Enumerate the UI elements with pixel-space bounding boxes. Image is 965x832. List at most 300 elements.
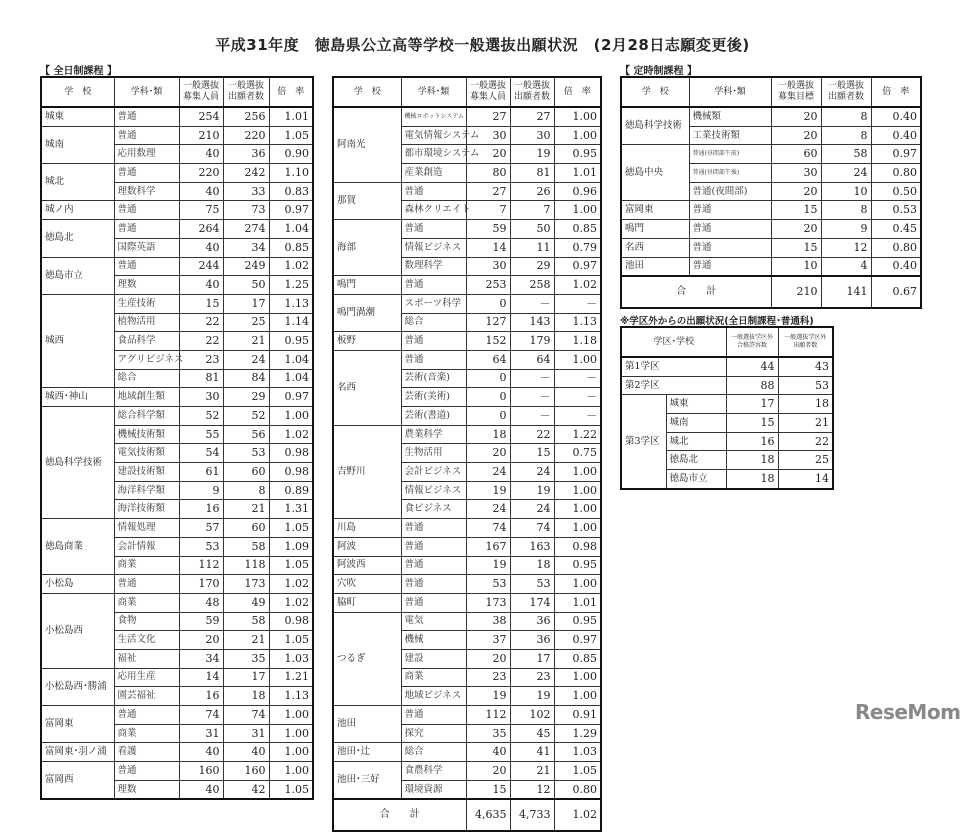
applicants: 8 bbox=[821, 201, 871, 220]
applicants: 74 bbox=[510, 519, 554, 538]
applicants: 17 bbox=[223, 668, 269, 687]
total-label: 合 計 bbox=[621, 276, 771, 308]
applicants: 21 bbox=[510, 762, 554, 781]
capacity: 40 bbox=[466, 743, 510, 762]
ratio: 1.02 bbox=[269, 575, 313, 594]
capacity: 173 bbox=[466, 593, 510, 612]
column-header: 学科･類 bbox=[114, 77, 179, 107]
ratio: 1.02 bbox=[269, 257, 313, 276]
capacity: 14 bbox=[466, 238, 510, 257]
school-name: 城南 bbox=[666, 414, 726, 433]
school-name: 城北 bbox=[666, 432, 726, 451]
school-name: 鳴門 bbox=[621, 220, 689, 239]
department-name: 芸術(音楽) bbox=[401, 369, 466, 388]
department-name: 普通 bbox=[401, 519, 466, 538]
department-name: 普通 bbox=[114, 575, 179, 594]
capacity: 0 bbox=[466, 369, 510, 388]
applicants: 40 bbox=[223, 743, 269, 762]
ratio: 1.00 bbox=[269, 706, 313, 725]
applicants: 26 bbox=[510, 182, 554, 201]
capacity: 20 bbox=[179, 631, 223, 650]
capacity: 167 bbox=[466, 537, 510, 556]
applicants: 4 bbox=[821, 257, 871, 276]
ratio: 1.00 bbox=[554, 201, 601, 220]
fulltime-table-left bbox=[40, 76, 314, 800]
department-name: 機械技術類 bbox=[114, 425, 179, 444]
applicants: 15 bbox=[510, 444, 554, 463]
ratio: 1.05 bbox=[269, 126, 313, 145]
school-name: 城北 bbox=[41, 164, 114, 201]
applicants: 81 bbox=[510, 164, 554, 183]
school-name: 富岡西 bbox=[41, 762, 114, 800]
capacity: 19 bbox=[466, 687, 510, 706]
ratio: 1.00 bbox=[554, 500, 601, 519]
applicants: 25 bbox=[778, 451, 833, 470]
department-name: 普通 bbox=[401, 575, 466, 594]
total-ratio: 1.02 bbox=[554, 799, 601, 831]
applicants: 19 bbox=[510, 481, 554, 500]
capacity: 40 bbox=[179, 145, 223, 164]
table-row bbox=[333, 556, 601, 575]
capacity: 24 bbox=[466, 463, 510, 482]
ratio: 1.13 bbox=[269, 294, 313, 313]
applicants: 12 bbox=[510, 780, 554, 799]
applicants: 12 bbox=[821, 238, 871, 257]
applicants: 29 bbox=[510, 257, 554, 276]
department-name: 商業 bbox=[114, 556, 179, 575]
ratio: 1.00 bbox=[554, 575, 601, 594]
department-name: 商業 bbox=[114, 724, 179, 743]
capacity: 40 bbox=[179, 182, 223, 201]
table-row bbox=[333, 519, 601, 538]
ratio: 1.04 bbox=[269, 350, 313, 369]
school-name: 徳島北 bbox=[41, 220, 114, 257]
department-name: 看護 bbox=[114, 743, 179, 762]
department-name: 地域創生類 bbox=[114, 388, 179, 407]
school-name: 徳島科学技術 bbox=[621, 107, 689, 145]
capacity: 54 bbox=[179, 444, 223, 463]
total-label: 合 計 bbox=[333, 799, 466, 831]
applicants: － bbox=[510, 407, 554, 426]
table-row bbox=[333, 182, 601, 201]
applicants: 58 bbox=[223, 537, 269, 556]
ratio: 1.00 bbox=[269, 724, 313, 743]
applicants: 19 bbox=[510, 145, 554, 164]
capacity: 264 bbox=[179, 220, 223, 239]
ratio: 0.40 bbox=[871, 126, 921, 145]
ratio: 0.98 bbox=[269, 612, 313, 631]
ratio: 1.03 bbox=[554, 743, 601, 762]
department-name: 都市環境システム bbox=[401, 145, 466, 164]
school-name: 池田 bbox=[333, 706, 401, 743]
ratio: 0.80 bbox=[871, 164, 921, 183]
department-name: 食農科学 bbox=[401, 762, 466, 781]
capacity: 210 bbox=[179, 126, 223, 145]
ratio: 1.31 bbox=[269, 500, 313, 519]
capacity: 20 bbox=[771, 107, 821, 126]
department-name: 電気技術類 bbox=[114, 444, 179, 463]
capacity: 38 bbox=[466, 612, 510, 631]
applicants: 36 bbox=[510, 612, 554, 631]
applicants: 220 bbox=[223, 126, 269, 145]
applicants: 21 bbox=[778, 414, 833, 433]
school-name: 城南 bbox=[41, 126, 114, 163]
applicants: 49 bbox=[223, 593, 269, 612]
ratio: 1.00 bbox=[554, 126, 601, 145]
column-header: 一般選抜学区外 合格許容数 bbox=[726, 327, 778, 357]
table-row bbox=[41, 575, 313, 594]
school-name: 城ノ内 bbox=[41, 201, 114, 220]
school-name: 板野 bbox=[333, 332, 401, 351]
department-name: 工業技術類 bbox=[689, 126, 771, 145]
applicants: 50 bbox=[223, 276, 269, 295]
department-name: 数理科学 bbox=[401, 257, 466, 276]
total-capacity: 210 bbox=[771, 276, 821, 308]
capacity: 20 bbox=[466, 145, 510, 164]
department-name: 普通(昼間部午前) bbox=[689, 145, 771, 164]
capacity: 24 bbox=[466, 500, 510, 519]
ratio: 1.01 bbox=[554, 164, 601, 183]
column-header: 学 校 bbox=[333, 77, 401, 107]
department-name: 普通 bbox=[401, 182, 466, 201]
department-name: 生活文化 bbox=[114, 631, 179, 650]
applicants: 256 bbox=[223, 107, 269, 126]
table-row bbox=[621, 395, 833, 414]
applicants: － bbox=[510, 294, 554, 313]
ratio: － bbox=[554, 407, 601, 426]
school-name: 穴吹 bbox=[333, 575, 401, 594]
department-name: 国際英語 bbox=[114, 238, 179, 257]
ratio: 0.97 bbox=[871, 145, 921, 164]
ratio: 0.91 bbox=[554, 706, 601, 725]
department-name: 理数 bbox=[114, 780, 179, 799]
column-header: 学 校 bbox=[621, 77, 689, 107]
ratio: 1.04 bbox=[269, 369, 313, 388]
allowed-count: 15 bbox=[726, 414, 778, 433]
table-row bbox=[41, 126, 313, 145]
department-name: 農業科学 bbox=[401, 425, 466, 444]
ratio: 0.95 bbox=[554, 556, 601, 575]
ratio: 1.02 bbox=[269, 593, 313, 612]
capacity: 18 bbox=[466, 425, 510, 444]
capacity: 20 bbox=[771, 220, 821, 239]
capacity: 254 bbox=[179, 107, 223, 126]
department-name: 園芸福祉 bbox=[114, 687, 179, 706]
department-name: 産業創造 bbox=[401, 164, 466, 183]
ratio: 1.04 bbox=[269, 220, 313, 239]
header-row bbox=[41, 77, 313, 107]
applicants: 53 bbox=[510, 575, 554, 594]
table-row bbox=[333, 593, 601, 612]
capacity: 27 bbox=[466, 182, 510, 201]
ratio: 1.02 bbox=[269, 425, 313, 444]
ratio: 0.50 bbox=[871, 182, 921, 201]
capacity: 19 bbox=[466, 556, 510, 575]
school-name: 池田･辻 bbox=[333, 743, 401, 762]
department-name: 建設技術類 bbox=[114, 463, 179, 482]
capacity: 59 bbox=[179, 612, 223, 631]
capacity: 244 bbox=[179, 257, 223, 276]
capacity: 253 bbox=[466, 276, 510, 295]
ratio: － bbox=[554, 294, 601, 313]
district-name: 第2学区 bbox=[621, 376, 726, 395]
table-row bbox=[41, 201, 313, 220]
department-name: 普通 bbox=[401, 276, 466, 295]
department-name: 応用生産 bbox=[114, 668, 179, 687]
applicants: 8 bbox=[223, 481, 269, 500]
table-row bbox=[41, 294, 313, 313]
ratio: 0.80 bbox=[871, 238, 921, 257]
table-row bbox=[333, 537, 601, 556]
applicants: 30 bbox=[510, 126, 554, 145]
ratio: 0.97 bbox=[269, 201, 313, 220]
capacity: 34 bbox=[179, 649, 223, 668]
department-name: 建設 bbox=[401, 649, 466, 668]
column-header: 倍 率 bbox=[554, 77, 601, 107]
applicants: 173 bbox=[223, 575, 269, 594]
capacity: 35 bbox=[466, 724, 510, 743]
page-title: 平成31年度 徳島県公立高等学校一般選抜出願状況 (2月28日志願変更後) bbox=[215, 36, 750, 54]
column-header: 一般選抜 出願者数 bbox=[510, 77, 554, 107]
ratio: 1.01 bbox=[269, 107, 313, 126]
department-name: 情報処理 bbox=[114, 519, 179, 538]
applicants: 10 bbox=[821, 182, 871, 201]
applicants: 53 bbox=[778, 376, 833, 395]
department-name: 会計ビジネス bbox=[401, 463, 466, 482]
school-name: 小松島 bbox=[41, 575, 114, 594]
applicants: 17 bbox=[510, 649, 554, 668]
capacity: 55 bbox=[179, 425, 223, 444]
table-row bbox=[41, 257, 313, 276]
table-row bbox=[621, 238, 921, 257]
department-name: 普通 bbox=[689, 220, 771, 239]
capacity: 16 bbox=[179, 687, 223, 706]
applicants: 24 bbox=[821, 164, 871, 183]
school-name: 徳島中央 bbox=[621, 145, 689, 201]
capacity: 81 bbox=[179, 369, 223, 388]
department-name: 電気情報システム bbox=[401, 126, 466, 145]
allowed-count: 18 bbox=[726, 470, 778, 489]
capacity: 37 bbox=[466, 631, 510, 650]
column-header: 一般選抜学区外 出願者数 bbox=[778, 327, 833, 357]
column-header: 一般選抜 募集目標 bbox=[771, 77, 821, 107]
parttime-section-label: 【 定時制課程 】 bbox=[620, 66, 697, 77]
capacity: 59 bbox=[466, 220, 510, 239]
ratio: 0.85 bbox=[554, 649, 601, 668]
department-name: 普通 bbox=[401, 332, 466, 351]
applicants: － bbox=[510, 388, 554, 407]
capacity: 20 bbox=[466, 444, 510, 463]
applicants: 60 bbox=[223, 463, 269, 482]
school-name: 富岡東･羽ノ浦 bbox=[41, 743, 114, 762]
fulltime-section-label: 【 全日制課程 】 bbox=[40, 66, 117, 77]
department-name: 生産技術 bbox=[114, 294, 179, 313]
applicants: 163 bbox=[510, 537, 554, 556]
table-row bbox=[41, 593, 313, 612]
applicants: 23 bbox=[510, 668, 554, 687]
department-name: アグリビジネス bbox=[114, 350, 179, 369]
applicants: 17 bbox=[223, 294, 269, 313]
ratio: 1.02 bbox=[554, 276, 601, 295]
table-row bbox=[621, 257, 921, 276]
ratio: 0.97 bbox=[269, 388, 313, 407]
column-header: 学科･類 bbox=[689, 77, 771, 107]
school-name: 徳島科学技術 bbox=[41, 407, 114, 519]
capacity: 0 bbox=[466, 294, 510, 313]
department-name: 探究 bbox=[401, 724, 466, 743]
table-row bbox=[41, 762, 313, 781]
capacity: 53 bbox=[179, 537, 223, 556]
department-name: 普通 bbox=[114, 201, 179, 220]
applicants: 22 bbox=[510, 425, 554, 444]
applicants: 274 bbox=[223, 220, 269, 239]
ratio: 1.00 bbox=[269, 407, 313, 426]
table-row bbox=[333, 425, 601, 444]
ratio: － bbox=[554, 369, 601, 388]
applicants: 18 bbox=[510, 556, 554, 575]
table-row bbox=[621, 201, 921, 220]
table-row bbox=[333, 107, 601, 126]
school-name: 徳島市立 bbox=[41, 257, 114, 294]
table-row bbox=[41, 706, 313, 725]
school-name: 城西 bbox=[41, 294, 114, 387]
allowed-count: 88 bbox=[726, 376, 778, 395]
ratio: 1.00 bbox=[554, 481, 601, 500]
capacity: 20 bbox=[771, 182, 821, 201]
capacity: 9 bbox=[179, 481, 223, 500]
ratio: 1.21 bbox=[269, 668, 313, 687]
school-name: 富岡東 bbox=[41, 706, 114, 743]
ratio: 1.05 bbox=[269, 631, 313, 650]
table-row bbox=[41, 519, 313, 538]
school-name: 阿波 bbox=[333, 537, 401, 556]
department-name: 植物活用 bbox=[114, 313, 179, 332]
applicants: 11 bbox=[510, 238, 554, 257]
applicants: 29 bbox=[223, 388, 269, 407]
capacity: 20 bbox=[771, 126, 821, 145]
ratio: 1.13 bbox=[554, 313, 601, 332]
capacity: 23 bbox=[179, 350, 223, 369]
applicants: 74 bbox=[223, 706, 269, 725]
capacity: 16 bbox=[179, 500, 223, 519]
applicants: 8 bbox=[821, 107, 871, 126]
school-name: 海部 bbox=[333, 220, 401, 276]
capacity: 15 bbox=[466, 780, 510, 799]
column-header: 一般選抜 出願者数 bbox=[223, 77, 269, 107]
department-name: 芸術(美術) bbox=[401, 388, 466, 407]
applicants: 33 bbox=[223, 182, 269, 201]
school-name: 名西 bbox=[333, 350, 401, 425]
department-name: 普通 bbox=[689, 238, 771, 257]
school-name: 徳島北 bbox=[666, 451, 726, 470]
ratio: 1.14 bbox=[269, 313, 313, 332]
ratio: 1.05 bbox=[269, 556, 313, 575]
department-name: 普通 bbox=[401, 556, 466, 575]
ratio: 0.40 bbox=[871, 257, 921, 276]
table-row bbox=[333, 276, 601, 295]
ratio: 0.98 bbox=[554, 537, 601, 556]
ratio: 1.00 bbox=[554, 668, 601, 687]
school-name: 脇町 bbox=[333, 593, 401, 612]
capacity: 23 bbox=[466, 668, 510, 687]
ratio: 1.00 bbox=[554, 107, 601, 126]
capacity: 0 bbox=[466, 388, 510, 407]
column-header: 学 校 bbox=[41, 77, 114, 107]
applicants: 35 bbox=[223, 649, 269, 668]
capacity: 19 bbox=[466, 481, 510, 500]
ratio: 0.83 bbox=[269, 182, 313, 201]
header-row bbox=[621, 327, 833, 357]
applicants: 258 bbox=[510, 276, 554, 295]
applicants: 60 bbox=[223, 519, 269, 538]
capacity: 57 bbox=[179, 519, 223, 538]
table-row bbox=[333, 612, 601, 631]
capacity: 15 bbox=[179, 294, 223, 313]
capacity: 112 bbox=[179, 556, 223, 575]
total-capacity: 4,635 bbox=[466, 799, 510, 831]
capacity: 15 bbox=[771, 238, 821, 257]
capacity: 0 bbox=[466, 407, 510, 426]
applicants: 102 bbox=[510, 706, 554, 725]
applicants: 36 bbox=[223, 145, 269, 164]
capacity: 40 bbox=[179, 276, 223, 295]
applicants: 174 bbox=[510, 593, 554, 612]
department-name: 普通 bbox=[114, 164, 179, 183]
ratio: 0.53 bbox=[871, 201, 921, 220]
applicants: 160 bbox=[223, 762, 269, 781]
capacity: 75 bbox=[179, 201, 223, 220]
ratio: 1.00 bbox=[554, 687, 601, 706]
ratio: 0.98 bbox=[269, 444, 313, 463]
ratio: 1.00 bbox=[554, 350, 601, 369]
applicants: 9 bbox=[821, 220, 871, 239]
resemom-logo: ReseMom bbox=[855, 700, 961, 724]
applicants: 34 bbox=[223, 238, 269, 257]
capacity: 40 bbox=[179, 780, 223, 799]
table-row bbox=[621, 357, 833, 376]
department-name: 普通 bbox=[114, 126, 179, 145]
ratio: － bbox=[554, 388, 601, 407]
table-row bbox=[333, 706, 601, 725]
department-name: 普通 bbox=[114, 762, 179, 781]
ratio: 0.98 bbox=[269, 463, 313, 482]
ratio: 1.29 bbox=[554, 724, 601, 743]
department-name: 情報ビジネス bbox=[401, 238, 466, 257]
department-name: 普通 bbox=[401, 220, 466, 239]
table-row bbox=[333, 332, 601, 351]
applicants: 43 bbox=[778, 357, 833, 376]
column-header: 倍 率 bbox=[269, 77, 313, 107]
table-row bbox=[333, 762, 601, 781]
ratio: 0.85 bbox=[269, 238, 313, 257]
department-name: 普通 bbox=[114, 257, 179, 276]
department-name: 総合 bbox=[401, 743, 466, 762]
table-row bbox=[621, 220, 921, 239]
applicants: 118 bbox=[223, 556, 269, 575]
capacity: 30 bbox=[179, 388, 223, 407]
applicants: 56 bbox=[223, 425, 269, 444]
department-name: 普通 bbox=[689, 201, 771, 220]
table-row bbox=[41, 743, 313, 762]
school-name: 鳴門渦潮 bbox=[333, 294, 401, 331]
column-header: 一般選抜 出願者数 bbox=[821, 77, 871, 107]
ratio: 1.00 bbox=[554, 463, 601, 482]
department-name: 理数 bbox=[114, 276, 179, 295]
total-applicants: 4,733 bbox=[510, 799, 554, 831]
department-name: 食物 bbox=[114, 612, 179, 631]
parttime-table bbox=[620, 76, 922, 309]
capacity: 31 bbox=[179, 724, 223, 743]
